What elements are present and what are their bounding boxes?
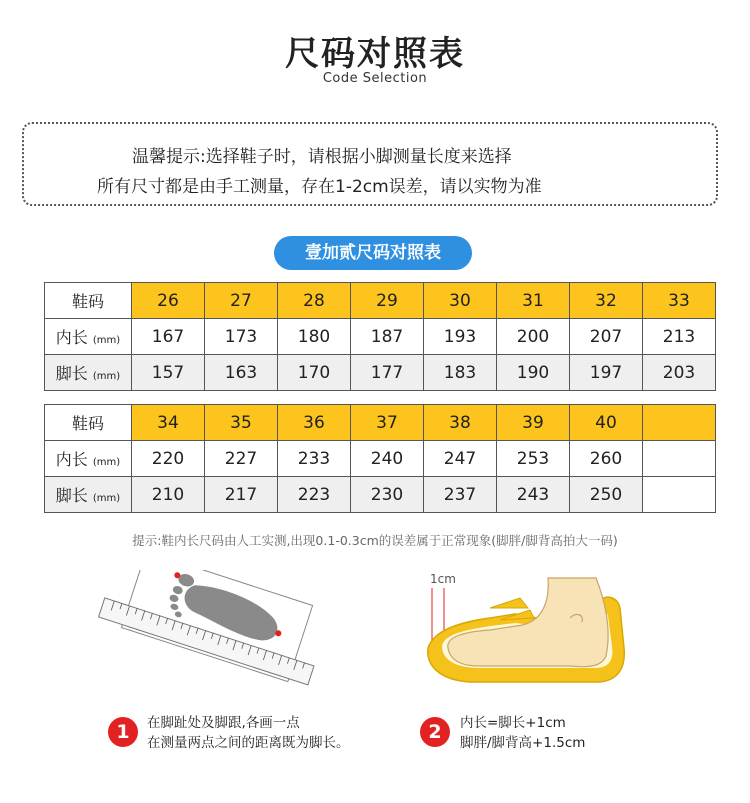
notice-box: [22, 122, 718, 206]
inner-cell: 247: [424, 441, 497, 477]
foot-cell: 203: [643, 355, 716, 391]
unit-label: (mm): [92, 335, 121, 346]
step-1-text: [147, 713, 350, 753]
foot-cell: 177: [351, 355, 424, 391]
empty-cell: [643, 441, 716, 477]
foot-cell: 210: [132, 477, 205, 513]
inner-cell: 173: [205, 319, 278, 355]
foot-length-row: [45, 355, 716, 391]
size-table-1: [44, 282, 716, 391]
size-cell: 34: [132, 405, 205, 441]
inner-cell: 253: [497, 441, 570, 477]
step-2-line-1: 内长=脚长+1cm: [460, 715, 566, 731]
step-2-line-2: 脚胖/脚背高+1.5cm: [460, 735, 586, 751]
size-cell: 29: [351, 283, 424, 319]
inner-cell: 200: [497, 319, 570, 355]
foot-cell: 237: [424, 477, 497, 513]
inner-cell: 187: [351, 319, 424, 355]
foot-cell: 223: [278, 477, 351, 513]
measurement-tip: 提示:鞋内长尺码由人工实测,出现0.1-0.3cm的误差属于正常现象(脚胖/脚背高拍大一码): [132, 533, 618, 548]
shoe-fit-illustration: [420, 568, 630, 693]
step-1-line-1: 在脚趾处及脚跟,各画一点: [147, 715, 300, 731]
foot-cell: 250: [570, 477, 643, 513]
foot-cell: 190: [497, 355, 570, 391]
size-cell: 33: [643, 283, 716, 319]
size-cell: 32: [570, 283, 643, 319]
foot-measure-illustration: [90, 570, 330, 700]
foot-length-row: [45, 477, 716, 513]
row-label-size: 鞋码: [45, 283, 132, 319]
size-cell: 38: [424, 405, 497, 441]
foot-cell: 163: [205, 355, 278, 391]
row-label-inner: [45, 441, 132, 477]
notice-line-1: 温馨提示:选择鞋子时，请根据小脚测量长度来选择: [132, 147, 512, 167]
inner-cell: 220: [132, 441, 205, 477]
inner-cell: 240: [351, 441, 424, 477]
unit-label: (mm): [92, 371, 121, 382]
inner-cell: 233: [278, 441, 351, 477]
size-cell: 35: [205, 405, 278, 441]
step-1-badge: 1: [108, 717, 138, 747]
foot-label-text: 脚长: [55, 486, 88, 505]
inner-cell: 180: [278, 319, 351, 355]
size-chart-label: 壹加贰尺码对照表: [274, 236, 472, 270]
inner-label-text: 内长: [55, 450, 88, 469]
foot-cell: 243: [497, 477, 570, 513]
size-cell: 31: [497, 283, 570, 319]
step-2-text: [460, 713, 585, 753]
empty-cell: [643, 477, 716, 513]
size-cell: 26: [132, 283, 205, 319]
row-label-foot: [45, 477, 132, 513]
foot-cell: 183: [424, 355, 497, 391]
row-label-inner: [45, 319, 132, 355]
unit-label: (mm): [92, 457, 121, 468]
foot-cell: 230: [351, 477, 424, 513]
inner-cell: 260: [570, 441, 643, 477]
size-cell: 39: [497, 405, 570, 441]
size-table-2: [44, 404, 716, 513]
size-cell: 37: [351, 405, 424, 441]
size-row: [45, 405, 716, 441]
empty-cell: [643, 405, 716, 441]
size-cell: 28: [278, 283, 351, 319]
page-title: 尺码对照表: [285, 34, 465, 74]
inner-cell: 167: [132, 319, 205, 355]
step-1-line-2: 在测量两点之间的距离既为脚长。: [147, 735, 350, 751]
size-cell: 30: [424, 283, 497, 319]
inner-label-text: 内长: [55, 328, 88, 347]
inner-cell: 227: [205, 441, 278, 477]
foot-cell: 170: [278, 355, 351, 391]
size-row: [45, 283, 716, 319]
row-label-foot: [45, 355, 132, 391]
size-cell: 27: [205, 283, 278, 319]
foot-cell: 197: [570, 355, 643, 391]
inner-length-row: [45, 441, 716, 477]
step-2-badge: 2: [420, 717, 450, 747]
notice-line-2: 所有尺寸都是由手工测量，存在1-2cm误差，请以实物为准: [97, 177, 542, 197]
row-label-size: 鞋码: [45, 405, 132, 441]
inner-cell: 213: [643, 319, 716, 355]
inner-cell: 193: [424, 319, 497, 355]
size-cell: 40: [570, 405, 643, 441]
inner-cell: 207: [570, 319, 643, 355]
measure-label: 1cm: [430, 572, 456, 586]
page-subtitle: Code Selection: [322, 71, 428, 86]
inner-length-row: [45, 319, 716, 355]
foot-cell: 217: [205, 477, 278, 513]
unit-label: (mm): [92, 493, 121, 504]
size-cell: 36: [278, 405, 351, 441]
foot-cell: 157: [132, 355, 205, 391]
foot-label-text: 脚长: [55, 364, 88, 383]
